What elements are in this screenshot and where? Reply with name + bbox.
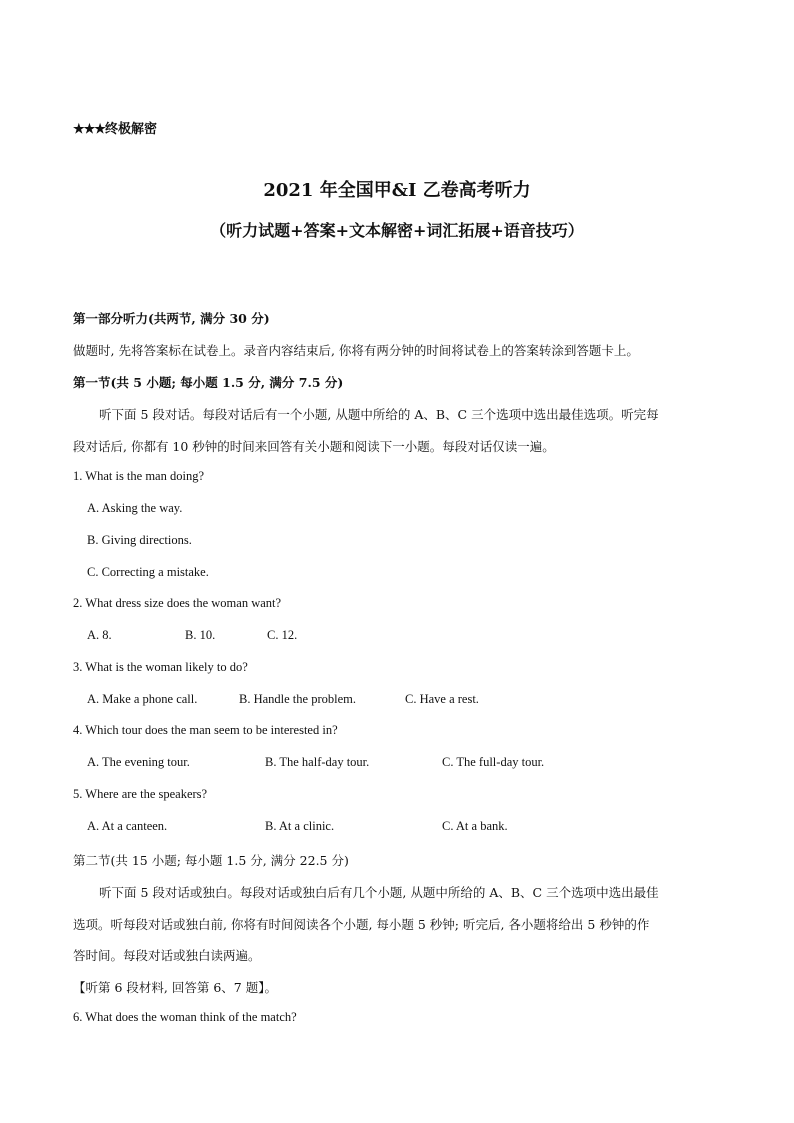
question-5: 5. Where are the speakers? — [73, 787, 208, 801]
material-note: 【听第 6 段材料, 回答第 6、7 题】。 — [73, 980, 277, 995]
section1-directions-line2: 段对话后, 你都有 10 秒钟的时间来回答有关小题和阅读下一小题。每段对话仅读一遍。 — [73, 439, 555, 454]
section1-directions-line1: 听下面 5 段对话。每段对话后有一个小题, 从题中所给的 A、B、C 三个选项中选出最佳选项。听完每 — [99, 407, 659, 422]
question-4-option-a: A. The evening tour. — [87, 755, 190, 769]
page-subtitle: （听力试题+答案+文本解密+词汇拓展+语音技巧） — [210, 221, 584, 240]
question-4-option-b: B. The half-day tour. — [265, 755, 370, 769]
section1-heading: 第一节(共 5 小题; 每小题 1.5 分, 满分 7.5 分) — [73, 375, 344, 390]
question-6: 6. What does the woman think of the match? — [73, 1010, 297, 1024]
question-2: 2. What dress size does the woman want? — [73, 596, 282, 610]
part1-instruction: 做题时, 先将答案标在试卷上。录音内容结束后, 你将有两分钟的时间将试卷上的答案转涂到答题卡上。 — [73, 343, 639, 358]
question-3: 3. What is the woman likely to do? — [73, 660, 248, 674]
question-5-option-b: B. At a clinic. — [265, 819, 335, 833]
question-3-option-a: A. Make a phone call. — [87, 692, 198, 706]
question-1-option-b: B. Giving directions. — [87, 533, 192, 547]
question-2-option-b: B. 10. — [185, 628, 216, 642]
question-4-option-c: C. The full-day tour. — [442, 755, 545, 769]
section2-directions-line1: 听下面 5 段对话或独白。每段对话或独白后有几个小题, 从题中所给的 A、B、C 三个选项中选出最佳 — [99, 885, 659, 900]
question-1: 1. What is the man doing? — [73, 469, 204, 483]
secret-badge — [73, 118, 157, 137]
question-2-option-a: A. 8. — [87, 628, 112, 642]
question-1-option-a: A. Asking the way. — [87, 501, 183, 515]
question-3-option-b: B. Handle the problem. — [239, 692, 356, 706]
question-1-option-c: C. Correcting a mistake. — [87, 565, 209, 579]
question-5-option-a: A. At a canteen. — [87, 819, 168, 833]
star-icon: ★★★ — [73, 122, 105, 137]
section2-directions-line3: 答时间。每段对话或独白读两遍。 — [73, 948, 261, 963]
section2-heading: 第二节(共 15 小题; 每小题 1.5 分, 满分 22.5 分) — [73, 853, 349, 868]
question-5-option-c: C. At a bank. — [442, 819, 508, 833]
part1-heading: 第一部分听力(共两节, 满分 30 分) — [73, 311, 270, 326]
question-4: 4. Which tour does the man seem to be interested in? — [73, 723, 338, 737]
page-title: 2021 年全国甲&I 乙卷高考听力 — [263, 180, 531, 201]
question-3-option-c: C. Have a rest. — [405, 692, 479, 706]
section2-directions-line2: 选项。听每段对话或独白前, 你将有时间阅读各个小题, 每小题 5 秒钟; 听完后, 各小题将给出 5 秒钟的作 — [73, 917, 650, 932]
question-2-option-c: C. 12. — [267, 628, 298, 642]
secret-label: 终极解密 — [104, 122, 157, 137]
